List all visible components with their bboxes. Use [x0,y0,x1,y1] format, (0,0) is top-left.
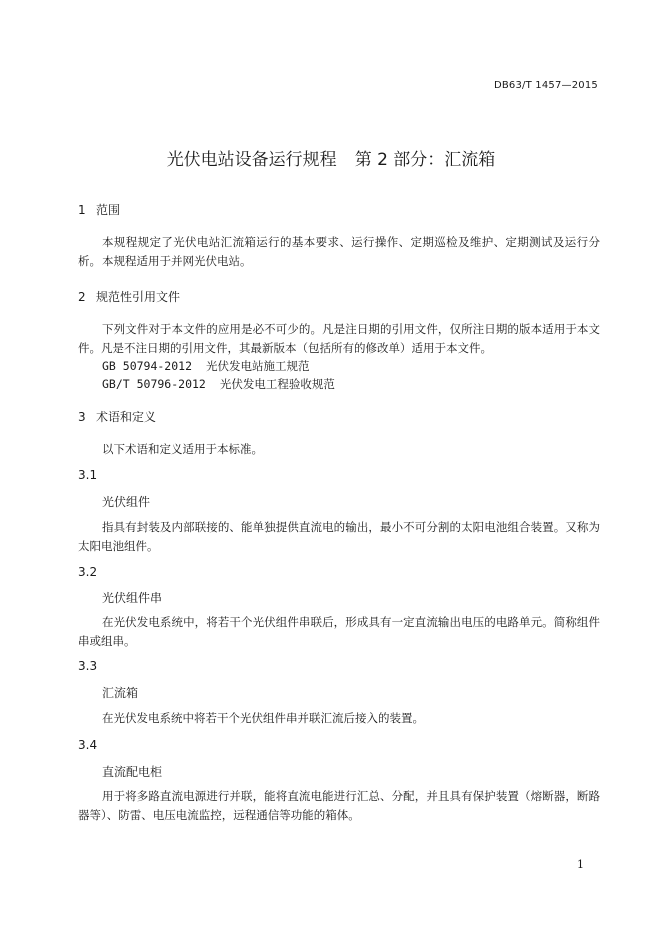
term-definition: 在光伏发电系统中，将若干个光伏组件串联后，形成具有一定直流输出电压的电路单元。简称组件串或组串。 [78,615,600,648]
term-title: 直流配电柜 [102,765,163,779]
term-definition: 用于将多路直流电源进行并联，能将直流电能进行汇总、分配，并且具有保护装置（熔断器，断路器等）、防雷、电压电流监控，远程通信等功能的箱体。 [78,789,600,822]
section-number: 1 [78,203,86,217]
title-sub: 第 2 部分：汇流箱 [354,150,496,170]
term-title: 汇流箱 [102,686,139,700]
section-3-paragraph-1: 以下术语和定义适用于本标准。 [102,442,263,456]
section-1-heading [78,201,120,218]
term-number: 3.4 [78,738,98,752]
term-definition: 指具有封装及内部联接的、能单独提供直流电的输出，最小不可分割的太阳电池组合装置。又称为太阳电池组件。 [78,520,600,553]
section-number: 2 [78,290,86,304]
term-definition: 在光伏发电系统中将若干个光伏组件串并联汇流后接入的装置。 [102,711,424,725]
term-number: 3.2 [78,565,98,579]
document-code: DB63/T 1457—2015 [493,80,598,91]
reference-item [102,376,335,392]
reference-code: GB/T 50796-2012 [102,377,206,391]
title-main: 光伏电站设备运行规程 [166,150,337,170]
section-2-paragraph-1: 下列文件对于本文件的应用是必不可少的。凡是注日期的引用文件，仅所注日期的版本适用于本文件。凡是不注日期的引用文件，其最新版本（包括所有的修改单）适用于本文件。 [78,322,600,355]
reference-name: 光伏发电站施工规范 [206,359,310,373]
reference-item [102,358,310,374]
section-number: 3 [78,410,86,424]
term-title: 光伏组件 [102,495,151,509]
section-1-paragraph-1: 本规程规定了光伏电站汇流箱运行的基本要求、运行操作、定期巡检及维护、定期测试及运行分析。 [78,235,600,268]
section-title: 范围 [96,203,121,217]
page-title [0,145,662,170]
term-number: 3.3 [78,659,98,673]
section-title: 术语和定义 [96,410,157,424]
reference-name: 光伏发电工程验收规范 [219,377,335,391]
section-title: 规范性引用文件 [96,290,181,304]
section-1-paragraph-2: 本规程适用于并网光伏电站。 [102,254,252,268]
section-2-heading [78,288,180,305]
term-title: 光伏组件串 [102,591,163,605]
term-number: 3.1 [78,468,98,482]
section-3-heading [78,408,156,425]
page-number: 1 [577,858,584,871]
reference-code: GB 50794-2012 [102,359,193,373]
